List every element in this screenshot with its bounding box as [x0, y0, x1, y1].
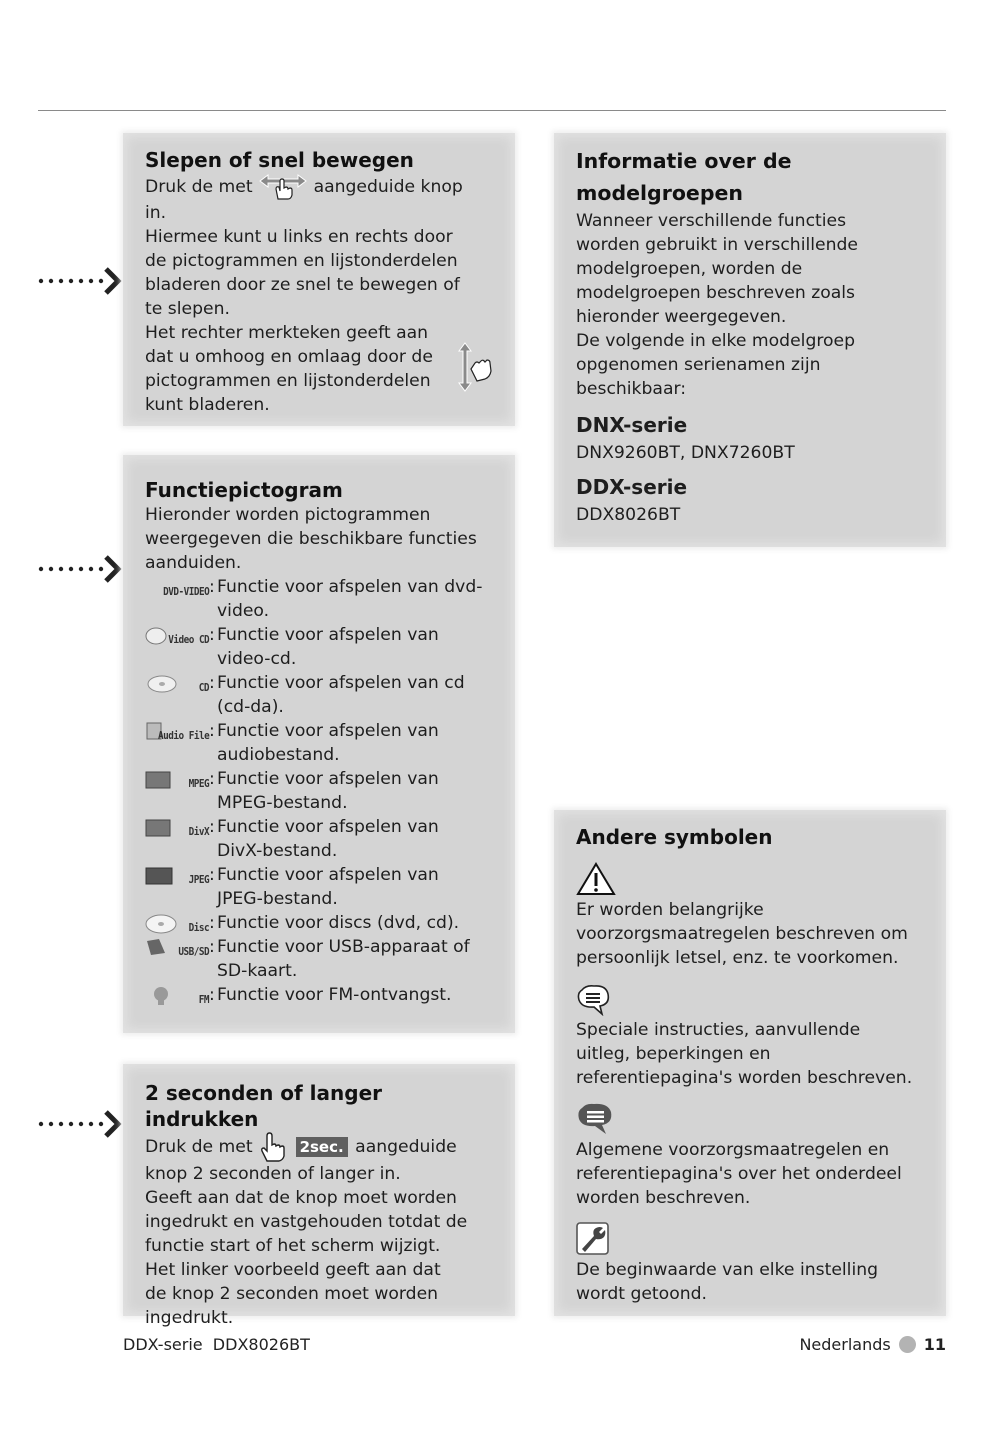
swipe-horizontal-icon — [258, 173, 308, 201]
wrench-icon — [576, 1222, 610, 1256]
text: Het linker voorbeeld geeft aan dat — [145, 1260, 441, 1280]
text: Speciale instructies, aanvullende — [576, 1020, 861, 1040]
jpeg-icon — [145, 865, 209, 887]
text: Algemene voorzorgsmaatregelen en — [576, 1140, 890, 1160]
icon-label: Disc — [188, 921, 209, 934]
text: Hieronder worden pictogrammen — [145, 505, 431, 525]
text: worden beschreven. — [576, 1188, 751, 1208]
text: Wanneer verschillende functies — [576, 211, 847, 231]
2sec-badge: 2sec. — [296, 1137, 348, 1157]
page-dot-icon — [899, 1336, 916, 1353]
text: voorzorgsmaatregelen beschreven om — [576, 924, 908, 944]
text: wordt getoond. — [576, 1284, 707, 1304]
symbol-item — [576, 1100, 924, 1210]
text: (cd-da). — [217, 697, 284, 717]
function-item — [145, 575, 493, 623]
colon: : — [209, 673, 215, 693]
colon: : — [209, 577, 215, 597]
model-group-models: DDX8026BT — [576, 505, 681, 525]
function-icon-list — [145, 575, 493, 1007]
function-item — [145, 623, 493, 671]
text: Druk de met — [145, 177, 253, 197]
header-rule — [38, 110, 946, 111]
colon: : — [209, 865, 215, 885]
text: hieronder weergegeven. — [576, 307, 787, 327]
swipe-vertical-icon — [457, 341, 495, 393]
text: Er worden belangrijke — [576, 900, 764, 920]
warning-icon — [576, 862, 616, 896]
footer-model-info — [123, 1335, 310, 1354]
icon-label: CD — [198, 681, 209, 694]
symbol-item — [576, 980, 924, 1090]
icon-label: MPEG — [188, 777, 209, 790]
section-press-2-seconds — [123, 1064, 515, 1328]
function-item — [145, 983, 493, 1007]
text: functie start of het scherm wijzigt. — [145, 1236, 441, 1256]
text: DivX-bestand. — [217, 841, 338, 861]
text: worden gebruikt in verschillende — [576, 235, 858, 255]
note-bubble-outline-icon — [576, 984, 612, 1016]
section-title: modelgroepen — [576, 181, 743, 205]
text: De beginwaarde van elke instelling — [576, 1260, 879, 1280]
text: audiobestand. — [217, 745, 340, 765]
function-item — [145, 815, 493, 863]
text: Druk de met — [145, 1137, 253, 1157]
text: knop 2 seconden of langer in. — [145, 1164, 401, 1184]
colon: : — [209, 817, 215, 837]
text: modelgroepen beschreven zoals — [576, 283, 855, 303]
section-drag — [123, 133, 515, 426]
text: aangeduide knop — [313, 177, 463, 197]
model-group-name: DNX-serie — [576, 413, 688, 437]
footer-series: DDX-serie — [123, 1335, 203, 1354]
symbol-item — [576, 1220, 924, 1306]
text: ingedrukt. — [145, 1308, 234, 1328]
icon-label: USB/SD — [178, 945, 209, 958]
disc-icon — [145, 913, 209, 935]
icon-label: DVD-VIDEO — [162, 585, 209, 598]
text: kunt bladeren. — [145, 395, 270, 415]
text: referentiepagina's over het onderdeel — [576, 1164, 902, 1184]
text: Functie voor afspelen van — [217, 625, 439, 645]
text: beschikbaar: — [576, 379, 687, 399]
text: Functie voor afspelen van — [217, 865, 439, 885]
audio-file-icon — [145, 721, 209, 743]
text: JPEG-bestand. — [217, 889, 338, 909]
text: Hiermee kunt u links en rechts door — [145, 227, 453, 247]
text: modelgroepen, worden de — [576, 259, 803, 279]
function-item — [145, 767, 493, 815]
colon: : — [209, 913, 215, 933]
text: ingedrukt en vastgehouden totdat de — [145, 1212, 468, 1232]
mpeg-icon — [145, 769, 209, 791]
text: Functie voor afspelen van dvd- — [217, 577, 483, 597]
section-title: Andere symbolen — [576, 825, 773, 849]
text: de pictogrammen en lijstonderdelen — [145, 251, 458, 271]
function-item — [145, 671, 493, 719]
pointer-arrow-icon — [38, 554, 124, 584]
text: uitleg, beperkingen en — [576, 1044, 771, 1064]
icon-label: FM — [198, 993, 209, 1006]
colon: : — [209, 937, 215, 957]
text: SD-kaart. — [217, 961, 298, 981]
text: persoonlijk letsel, enz. te voorkomen. — [576, 948, 899, 968]
divx-icon — [145, 817, 209, 839]
text: Functie voor afspelen van — [217, 769, 439, 789]
colon: : — [209, 985, 215, 1005]
text: te slepen. — [145, 299, 230, 319]
text: Functie voor FM-ontvangst. — [217, 985, 452, 1005]
colon: : — [209, 721, 215, 741]
text: MPEG-bestand. — [217, 793, 348, 813]
text: weergegeven die beschikbare functies — [145, 529, 477, 549]
page-number: 11 — [923, 1335, 946, 1354]
text: Functie voor discs (dvd, cd). — [217, 913, 460, 933]
text: Het rechter merkteken geeft aan — [145, 323, 429, 343]
text: dat u omhoog en omlaag door de — [145, 347, 433, 367]
text: Functie voor afspelen van cd — [217, 673, 465, 693]
pointer-arrow-icon — [38, 266, 124, 296]
function-item — [145, 863, 493, 911]
text: bladeren door ze snel te bewegen of — [145, 275, 460, 295]
touch-hand-icon — [258, 1132, 288, 1162]
function-item — [145, 911, 493, 935]
text: aanduiden. — [145, 553, 242, 573]
text: Functie voor USB-apparaat of — [217, 937, 470, 957]
section-title: 2 seconden of langer indrukken — [145, 1081, 383, 1131]
icon-label: Video CD — [168, 633, 209, 646]
text: aangeduide — [355, 1137, 457, 1157]
colon: : — [209, 769, 215, 789]
function-item — [145, 719, 493, 767]
footer-model: DDX8026BT — [212, 1335, 310, 1354]
icon-label: DivX — [188, 825, 209, 838]
section-title: Functiepictogram — [145, 478, 343, 502]
section-title: Informatie over de — [576, 149, 792, 173]
fm-icon — [145, 985, 209, 1007]
icon-label: Audio File — [157, 729, 209, 742]
text: De volgende in elke modelgroep — [576, 331, 856, 351]
symbol-item — [576, 860, 924, 970]
model-group-name: DDX-serie — [576, 475, 688, 499]
section-other-symbols — [554, 810, 946, 1316]
pointer-arrow-icon — [38, 1109, 124, 1139]
note-bubble-filled-icon — [576, 1102, 616, 1136]
footer-page-info — [799, 1335, 946, 1354]
text: in. — [145, 203, 167, 223]
text: referentiepagina's worden beschreven. — [576, 1068, 913, 1088]
dvd-video-icon — [145, 577, 209, 599]
text: de knop 2 seconden moet worden — [145, 1284, 439, 1304]
usb-sd-icon — [145, 937, 209, 959]
footer-language: Nederlands — [799, 1335, 891, 1354]
icon-label: JPEG — [188, 873, 209, 886]
text: Functie voor afspelen van — [217, 817, 439, 837]
text: video. — [217, 601, 270, 621]
video-cd-icon — [145, 625, 209, 647]
model-group-models: DNX9260BT, DNX7260BT — [576, 443, 795, 463]
function-item — [145, 935, 493, 983]
section-title: Slepen of snel bewegen — [145, 148, 414, 172]
section-model-groups — [554, 133, 946, 547]
section-function-pictograms — [123, 455, 515, 1033]
colon: : — [209, 625, 215, 645]
text: Geeft aan dat de knop moet worden — [145, 1188, 457, 1208]
text: opgenomen serienamen zijn — [576, 355, 821, 375]
cd-icon — [145, 673, 209, 695]
text: pictogrammen en lijstonderdelen — [145, 371, 431, 391]
text: Functie voor afspelen van — [217, 721, 439, 741]
text: video-cd. — [217, 649, 297, 669]
